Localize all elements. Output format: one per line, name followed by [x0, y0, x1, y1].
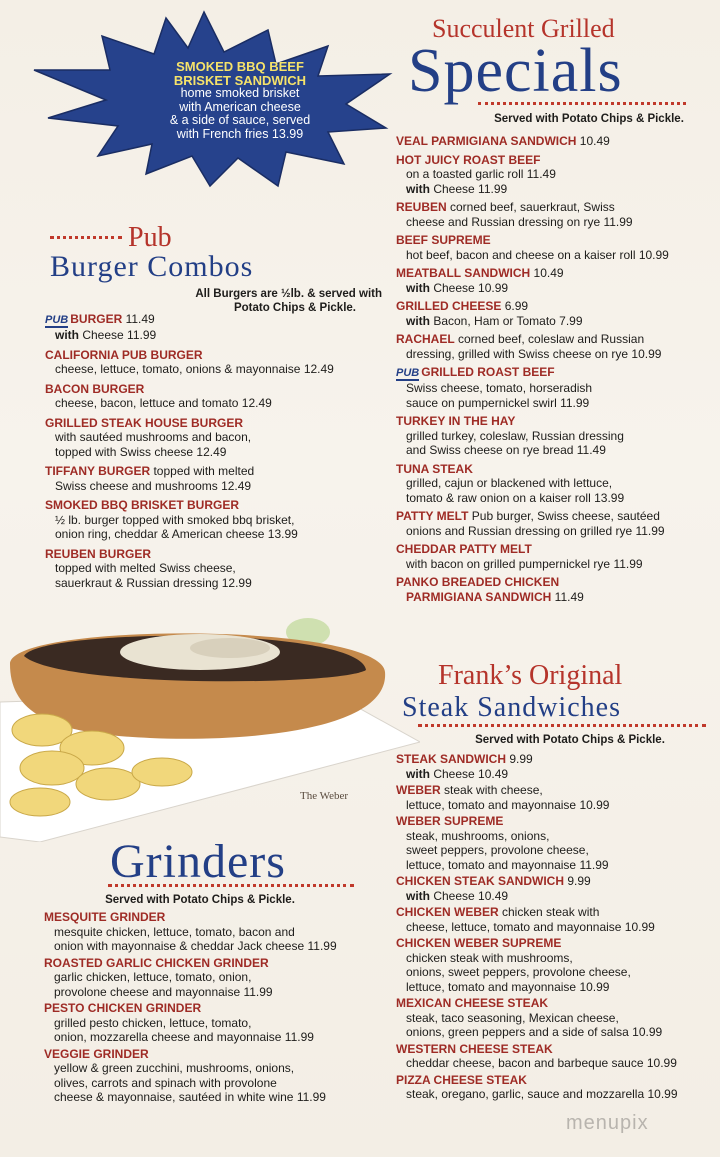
item-name: WEBER [396, 783, 441, 797]
menu-item [44, 1047, 396, 1105]
item-name: ROASTED GARLIC CHICKEN GRINDER [44, 955, 269, 970]
item-description: chicken steak with mushrooms, [406, 950, 573, 965]
item-price: 11.49 [551, 589, 584, 604]
item-description: grilled pesto chicken, lettuce, tomato, [54, 1015, 252, 1030]
item-option-detail: Cheese 10.49 [430, 888, 509, 903]
burst-line: & a side of sauce, served [169, 113, 311, 127]
item-description: sauerkraut & Russian dressing 12.99 [55, 575, 252, 590]
item-option [396, 889, 716, 904]
item-option [396, 182, 716, 197]
item-name: BACON BURGER [45, 381, 145, 396]
item-option-detail: Bacon, Ham or Tomato 7.99 [430, 313, 583, 328]
item-description: onion with mayonnaise & cheddar Jack cheese 11.99 [54, 939, 337, 953]
menu-item [45, 464, 385, 493]
item-name: TUNA STEAK [396, 461, 473, 476]
item-name: WEBER SUPREME [396, 814, 504, 828]
item-name: TIFFANY BURGER [45, 464, 151, 478]
item-detail: 11.49 [122, 312, 155, 326]
steak-divider [418, 724, 706, 727]
item-name: TURKEY IN THE HAY [396, 414, 516, 428]
item-name: MEATBALL SANDWICH [396, 266, 531, 280]
item-name: PIZZA CHEESE STEAK [396, 1072, 527, 1087]
item-option-label: with [406, 280, 430, 295]
menu-item [396, 814, 716, 872]
item-option [396, 281, 716, 296]
item-detail: topped with melted [150, 464, 255, 478]
burger-list [45, 312, 385, 595]
item-name: WESTERN CHEESE STEAK [396, 1041, 553, 1056]
item-description: on a toasted garlic roll 11.49 [406, 167, 556, 181]
item-description: topped with melted Swiss cheese, [55, 561, 236, 575]
item-description: provolone cheese and mayonnaise 11.99 [54, 984, 273, 999]
item-name: STEAK SANDWICH [396, 752, 506, 766]
specials-divider [478, 102, 686, 105]
menu-item [45, 498, 385, 542]
item-option-label: with [406, 313, 430, 328]
item-name: GRILLED ROAST BEEF [421, 365, 555, 379]
item-name: VEGGIE GRINDER [44, 1046, 149, 1061]
item-description: garlic chicken, lettuce, tomato, onion, [54, 970, 252, 984]
item-description: dressing, grilled with Swiss cheese on rye 10.99 [406, 346, 662, 361]
item-description: onions and Russian dressing on grilled rye 11.99 [406, 523, 665, 538]
item-detail: 10.49 [576, 134, 610, 148]
item-name: HOT JUICY ROAST BEEF [396, 152, 541, 167]
item-description: lettuce, tomato and mayonnaise 10.99 [406, 979, 610, 994]
item-detail: corned beef, sauerkraut, Swiss [446, 200, 615, 214]
burger-header-top: Pub [128, 222, 172, 253]
menu-item [396, 332, 716, 361]
burger-subtitle-1: All Burgers are ½lb. & served with [195, 288, 382, 300]
item-description: cheese, bacon, lettuce and tomato 12.49 [55, 396, 272, 410]
burst-text [130, 60, 350, 141]
menu-item [396, 462, 716, 506]
item-description: cheese & mayonnaise, sautéed in white wine 11.99 [54, 1090, 326, 1104]
item-name: PATTY MELT [396, 509, 469, 523]
menu-item [396, 365, 716, 410]
item-option-label: with [406, 888, 430, 903]
item-name: MEXICAN CHEESE STEAK [396, 996, 549, 1010]
steak-header-top: Frank’s Original [438, 660, 623, 691]
item-name: CHICKEN WEBER SUPREME [396, 936, 562, 950]
item-description: hot beef, bacon and cheese on a kaiser roll 10.99 [406, 247, 669, 262]
item-description: onion ring, cheddar & American cheese 13.99 [55, 527, 298, 541]
item-description: onions, green peppers and a side of salsa 10.99 [406, 1025, 663, 1039]
menu-item [44, 910, 396, 954]
pub-logo-icon: PUB [45, 314, 69, 326]
item-name: VEAL PARMIGIANA SANDWICH [396, 134, 577, 148]
item-description: lettuce, tomato and mayonnaise 10.99 [406, 797, 610, 812]
menu-item [45, 382, 385, 411]
menu-item [44, 1001, 396, 1045]
menu-item [45, 547, 385, 591]
menu-item [396, 233, 716, 262]
photo-caption: The Weber [300, 790, 349, 802]
item-description: steak, mushrooms, onions, [406, 828, 550, 843]
steak-header-main: Steak Sandwiches [402, 692, 621, 723]
specials-header-main: Specials [408, 37, 623, 105]
item-option [45, 328, 385, 343]
item-description: Swiss cheese and mushrooms 12.49 [55, 478, 252, 493]
item-option-label: with [55, 328, 79, 342]
menu-item [396, 905, 716, 934]
item-description: onions, sweet peppers, provolone cheese, [406, 965, 631, 979]
menu-item [396, 783, 716, 812]
item-description: onion, mozzarella cheese and mayonnaise 11.99 [54, 1030, 314, 1044]
menu-item [396, 752, 716, 781]
brisket-burst [28, 8, 400, 194]
menu-item [396, 414, 716, 458]
menu-item [396, 509, 716, 538]
menu-item [45, 312, 385, 343]
specials-subtitle: Served with Potato Chips & Pickle. [494, 113, 684, 125]
item-name-cont: PARMIGIANA SANDWICH [406, 589, 552, 604]
item-option-detail: Cheese 10.99 [430, 280, 509, 295]
item-detail: 10.49 [530, 266, 564, 280]
item-name: RACHAEL [396, 332, 455, 346]
menu-item [396, 134, 716, 149]
item-option-label: with [406, 766, 430, 781]
item-name: CHICKEN STEAK SANDWICH [396, 874, 564, 888]
menu-item [396, 299, 716, 328]
burst-title-2: BRISKET SANDWICH [173, 72, 307, 88]
grinders-header-main: Grinders [110, 835, 286, 888]
grinders-divider [108, 884, 354, 887]
item-name: GRILLED STEAK HOUSE BURGER [45, 415, 244, 430]
item-name: MESQUITE GRINDER [44, 910, 166, 924]
item-option-detail: Cheese 10.49 [430, 766, 509, 781]
watermark: menupix [566, 1112, 649, 1134]
menu-item [396, 1042, 716, 1071]
weber-photo [0, 612, 420, 842]
menu-item [396, 153, 716, 197]
item-description: Swiss cheese, tomato, horseradish [406, 381, 593, 395]
menu-item [396, 936, 716, 994]
menu-item [45, 416, 385, 460]
item-description: ½ lb. burger topped with smoked bbq brisket, [55, 512, 295, 527]
item-detail: chicken steak with [498, 905, 600, 919]
menu-item [396, 200, 716, 229]
specials-list [396, 134, 716, 608]
item-description: topped with Swiss cheese 12.49 [55, 444, 227, 459]
burst-line: with American cheese [179, 99, 301, 114]
item-option [396, 767, 716, 782]
menu-item [45, 348, 385, 377]
item-description: olives, carrots and spinach with provolone [54, 1075, 277, 1090]
item-description: lettuce, tomato and mayonnaise 11.99 [406, 857, 609, 872]
item-name: PESTO CHICKEN GRINDER [44, 1001, 202, 1015]
item-description: cheese and Russian dressing on rye 11.99 [406, 214, 633, 229]
item-name: REUBEN BURGER [45, 546, 152, 561]
menu-item [396, 542, 716, 571]
burger-subtitle-2: Potato Chips & Pickle. [233, 302, 356, 314]
burger-header-main: Burger Combos [50, 250, 254, 283]
item-name: CALIFORNIA PUB BURGER [45, 347, 203, 362]
item-detail: 9.99 [506, 752, 533, 766]
item-option-detail: Cheese 11.99 [79, 328, 157, 342]
item-description: grilled turkey, coleslaw, Russian dressing [406, 428, 624, 443]
item-description: yellow & green zucchini, mushrooms, onions, [54, 1061, 295, 1075]
item-description: cheese, lettuce, tomato and mayonnaise 10.99 [406, 919, 655, 934]
item-description: steak, oregano, garlic, sauce and mozzarella 10.99 [406, 1087, 678, 1101]
item-detail: 9.99 [564, 874, 591, 888]
item-description: tomato & raw onion on a kaiser roll 13.99 [406, 490, 625, 505]
item-description: steak, taco seasoning, Mexican cheese, [406, 1010, 619, 1025]
item-name: REUBEN [396, 200, 447, 214]
item-name: GRILLED CHEESE [396, 299, 502, 313]
item-detail: Pub burger, Swiss cheese, sautéed [468, 509, 660, 523]
item-detail: corned beef, coleslaw and Russian [454, 332, 645, 346]
item-name: CHICKEN WEBER [396, 905, 499, 919]
item-description: grilled, cajun or blackened with lettuce, [406, 476, 613, 490]
specials-header-top: Succulent Grilled [432, 14, 615, 43]
item-detail: 6.99 [501, 299, 529, 313]
item-description: cheese, lettuce, tomato, onions & mayonnaise 12.49 [55, 362, 334, 376]
grinders-list [44, 910, 396, 1107]
menu-item [396, 266, 716, 295]
menu-item [396, 575, 716, 604]
menu-item [396, 996, 716, 1040]
pub-logo-icon: PUB [396, 367, 420, 379]
menu-item [396, 1073, 716, 1102]
grinders-subtitle: Served with Potato Chips & Pickle. [105, 894, 295, 906]
menu-item [44, 956, 396, 1000]
item-name: BURGER [70, 312, 123, 326]
weber-sandwich-image [0, 612, 420, 842]
item-option [396, 314, 716, 329]
item-description: sauce on pumpernickel swirl 11.99 [406, 395, 590, 410]
burst-line: home smoked brisket [180, 86, 300, 100]
item-description: with bacon on grilled pumpernickel rye 11.99 [406, 556, 643, 571]
item-option-detail: Cheese 11.99 [430, 181, 508, 196]
burger-divider-left [50, 236, 122, 239]
item-description: with sautéed mushrooms and bacon, [55, 430, 252, 444]
item-name: CHEDDAR PATTY MELT [396, 542, 532, 556]
item-name: PANKO BREADED CHICKEN [396, 575, 560, 589]
item-description: cheddar cheese, bacon and barbeque sauce 10.99 [406, 1056, 677, 1070]
item-name: BEEF SUPREME [396, 233, 491, 247]
burst-line: with French fries 13.99 [176, 126, 304, 141]
burst-title-1: SMOKED BBQ BEEF [176, 59, 304, 74]
menu-item [396, 874, 716, 903]
item-description: and Swiss cheese on rye bread 11.49 [406, 443, 606, 457]
steak-subtitle: Served with Potato Chips & Pickle. [475, 734, 665, 746]
item-name: SMOKED BBQ BRISKET BURGER [45, 498, 240, 512]
item-description: mesquite chicken, lettuce, tomato, bacon and [54, 924, 295, 939]
item-option-label: with [406, 181, 430, 196]
item-description: sweet peppers, provolone cheese, [406, 843, 589, 857]
item-detail: steak with cheese, [440, 783, 543, 797]
steak-list [396, 752, 716, 1104]
